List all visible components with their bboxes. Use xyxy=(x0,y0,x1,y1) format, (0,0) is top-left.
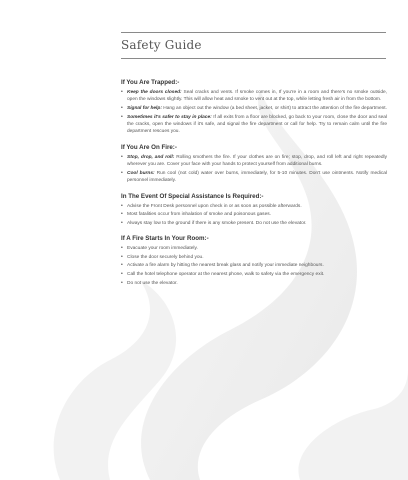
item-lead: Stop, drop, and roll: xyxy=(127,154,175,160)
list-item xyxy=(121,220,387,227)
item-text: Advise the Front Desk personnel upon check in or as soon as possible afterwards. xyxy=(127,203,302,209)
item-lead: Cool burns: xyxy=(127,170,155,176)
list-item xyxy=(121,203,387,210)
item-text: Rolling smothers the fire. If your clothes are on fire; stop, drop, and roll left and right repeatedly wherever you are. Cover your face with your hands to protect yourself from additional burns. xyxy=(127,154,387,168)
list-item xyxy=(121,211,387,218)
page-title: Safety Guide xyxy=(121,38,202,52)
item-text: Evacuate your room immediately. xyxy=(127,246,198,252)
list-item xyxy=(121,105,387,112)
item-lead: Keep the doors closed: xyxy=(127,90,182,95)
list-item xyxy=(121,254,387,261)
bullet-list xyxy=(121,89,387,136)
header-rule-top xyxy=(121,32,386,33)
section-on-fire xyxy=(121,143,387,185)
list-item xyxy=(121,114,387,136)
bullet-list xyxy=(121,203,387,228)
list-item xyxy=(121,89,387,104)
item-text: Seal cracks and vents. If smoke comes in, If you're in a room and there's no smoke outside, open the windows slightly. This will allow heat and smoke to vent out at the top, while letting fresh air in from the bottom. xyxy=(127,90,387,103)
list-item xyxy=(121,262,387,269)
section-heading: If You Are Trapped:- xyxy=(121,79,180,86)
item-text: Most fatalities occur from inhalation of smoke and poisonous gases. xyxy=(127,212,271,218)
section-heading: In The Event Of Special Assistance Is Required:- xyxy=(121,192,264,200)
list-item xyxy=(121,154,387,169)
item-text: If all exits from a floor are blocked, go back to your room, close the door and seal the cracks, open the windows if it's safe, and signal the fire department or call for help. Try to remain calm until the fire department rescues you. xyxy=(127,114,387,135)
item-text: Close the door securely behind you. xyxy=(127,254,204,260)
section-heading: If A Fire Starts In Your Room:- xyxy=(121,235,209,243)
section-special-assistance xyxy=(121,192,387,228)
section-fire-in-room xyxy=(121,234,387,287)
list-item xyxy=(121,170,387,185)
item-text: Run cool (not cold) water over burns, immediately, for 5-10 minutes. Don't use ointments. Notify medical personnel immediately. xyxy=(127,170,387,184)
item-text: Activate a fire alarm by hitting the nearest break glass and notify your immediate neighbours. xyxy=(127,263,324,269)
item-text: Hang an object out the window (a bed sheet, jacket, or shirt) to attract the attention of the fire department. xyxy=(161,106,387,111)
section-trapped xyxy=(121,78,387,136)
bullet-list xyxy=(121,245,387,287)
list-item xyxy=(121,280,387,287)
item-text: Do not use the elevator. xyxy=(127,280,178,286)
safety-content xyxy=(121,78,387,294)
list-item xyxy=(121,271,387,278)
item-text: Call the hotel telephone operator at the nearest phone, walk to safety via the emergency exit. xyxy=(127,272,325,277)
item-lead: Sometimes it's safer to stay in place: xyxy=(127,114,212,120)
item-text: Always stay low to the ground if there is any smoke present. Do not use the elevator. xyxy=(127,220,307,226)
header-rule-bottom xyxy=(121,58,386,59)
item-lead: Signal for help: xyxy=(127,106,162,111)
section-heading: If You Are On Fire:- xyxy=(121,143,177,151)
list-item xyxy=(121,245,387,252)
bullet-list xyxy=(121,154,387,185)
